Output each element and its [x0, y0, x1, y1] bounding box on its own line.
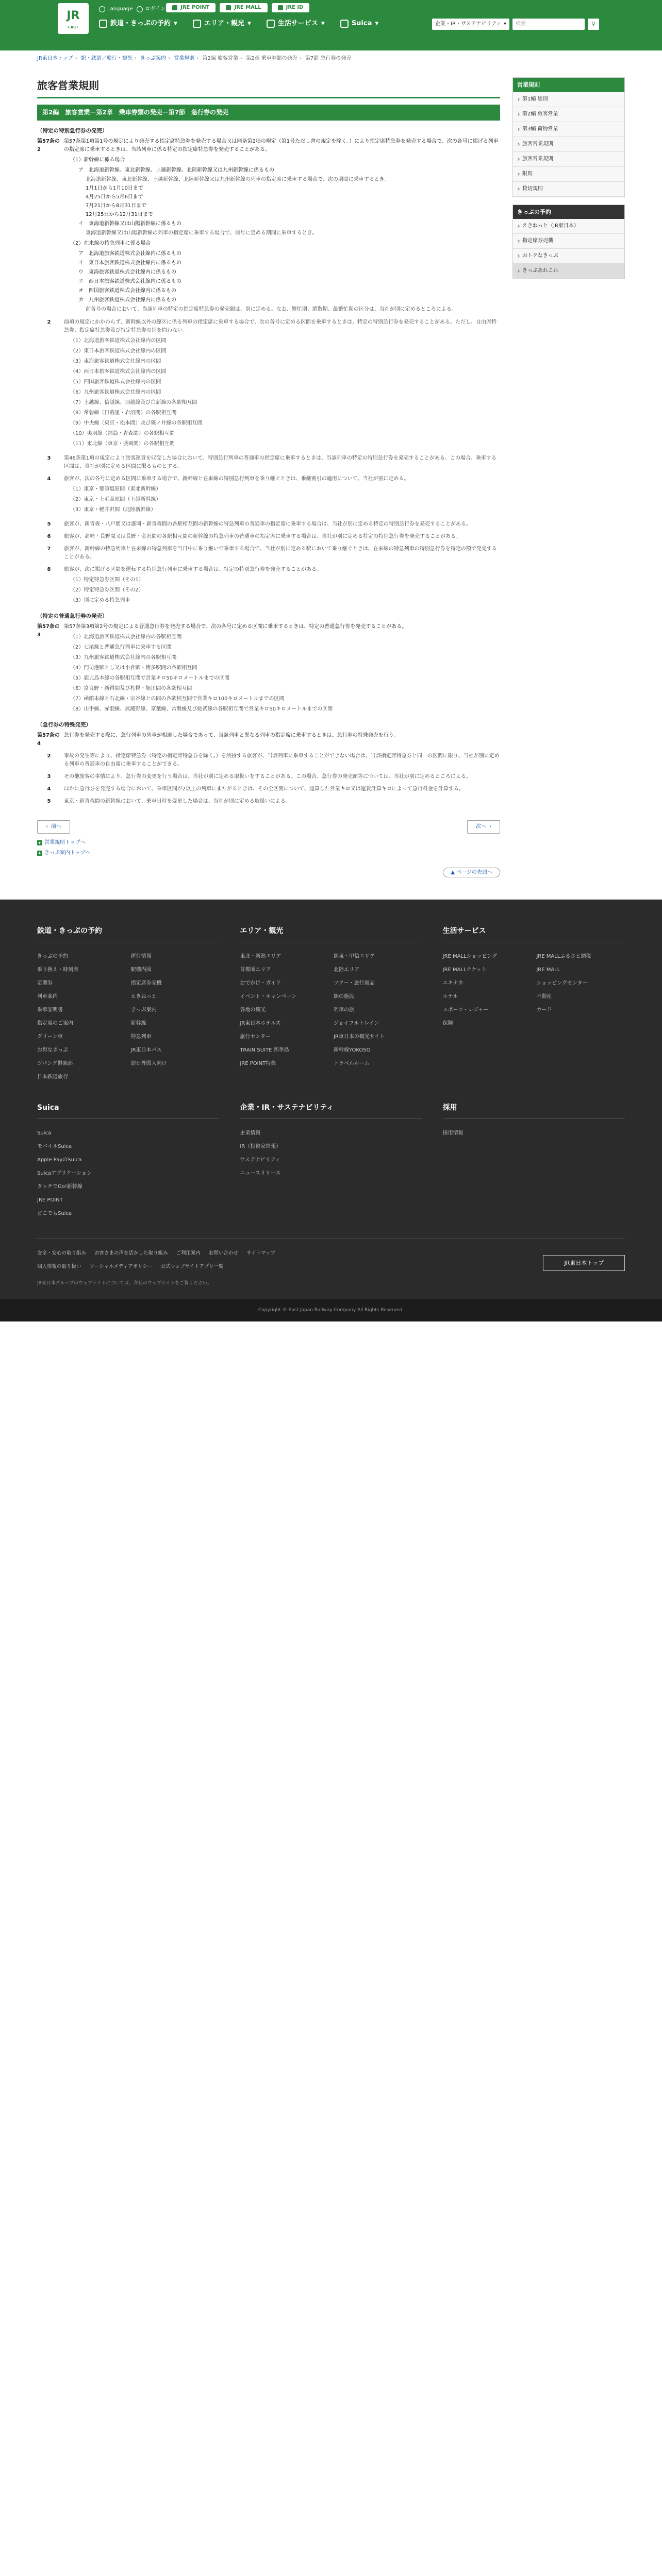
paragraph-text: その他旅客の事情により、急行券の変更を行う場合は、当社が別に定める取扱いをすることがある。この場合、急行券の発売額等については、当社が別に定めるところによる。 — [64, 773, 471, 779]
chevron-right-icon — [517, 143, 520, 146]
footer-column-title[interactable]: エリア・観光 — [240, 925, 422, 942]
clause-subitem: ア 北海道新幹線、東北新幹線、上越新幹線、北陸新幹線又は九州新幹線に係るもの — [78, 167, 274, 173]
paragraph-text: 旅客が、新幹線の特急列車と在来線の特急列車を当日中に乗り継いで乗車する場合で、当社が別に定める駅において乗り継ぐときは、在来線の特急列車の特別急行券を特定の額で発売することがある。 — [64, 546, 497, 560]
clause-subitem: カ 九州旅客鉄道株式会社線内に係るもの — [78, 297, 176, 303]
footer-link[interactable]: 首都圏エリア — [240, 967, 271, 973]
footer-link[interactable]: 新幹線YOKOSO — [333, 1047, 371, 1053]
sidebar-item[interactable] — [513, 249, 624, 264]
sidebar-item[interactable] — [513, 167, 624, 182]
utility-bar — [99, 5, 166, 13]
article-body — [64, 623, 500, 716]
chevron-down-icon: ▾ — [503, 21, 506, 27]
footer-link[interactable]: JRE POINT特典 — [240, 1060, 276, 1066]
jr-east-logo[interactable] — [58, 3, 89, 34]
footer-column-title[interactable]: 企業・IR・サステナビリティ — [240, 1102, 422, 1119]
article-body — [64, 138, 500, 314]
footer-link[interactable]: きっぷ案内 — [130, 1007, 157, 1013]
paragraph-number: 3 — [47, 455, 51, 461]
related-links — [37, 839, 500, 857]
paragraph — [37, 533, 500, 541]
footer-bottom-link[interactable]: お問い合わせ — [209, 1250, 239, 1257]
chevron-right-icon — [517, 173, 520, 176]
period-line: 4月25日から5月6日まで — [86, 194, 143, 200]
footer-link[interactable]: ホテル — [442, 993, 458, 999]
jre-point-icon — [172, 5, 177, 10]
footer-link[interactable]: 訪日外国人向け — [130, 1060, 167, 1066]
footer-bottom-link[interactable]: 個人情報の取り扱い — [37, 1263, 81, 1269]
language-label: Language — [107, 6, 133, 12]
paragraph-text: 東京・新青森間の新幹線において、乗車日時を変更した場合は、当社が別に定める取扱いによる。 — [64, 798, 291, 804]
footer-link[interactable]: おでかけ・ガイド — [240, 980, 281, 986]
clause-item: （1）北海道旅客鉄道株式会社線内の各駅相互間 — [70, 634, 182, 640]
footer-link[interactable]: ショッピングセンター — [536, 980, 588, 986]
footer-column — [240, 925, 422, 1081]
article — [37, 732, 500, 748]
search-button[interactable] — [588, 19, 599, 30]
main-nav — [99, 19, 378, 29]
paragraph — [37, 566, 500, 607]
footer-link[interactable]: 駅構内図 — [130, 967, 152, 973]
logo-sub: EAST — [68, 25, 78, 29]
site-footer — [0, 900, 662, 1321]
paragraph-text: ほかに急行券を発売する場合において、乗車区間が2以上の列車にまたがるときは、その全区間について、通算した営業キロ又は運賃計算キロによって急行料金を計算する。 — [64, 786, 464, 792]
page-top-label: ページの先頭へ — [456, 869, 492, 875]
footer-column-title[interactable]: 採用 — [443, 1102, 625, 1119]
sidebar-item-label: えきねっと（JR東日本） — [522, 223, 579, 229]
footer-link[interactable]: JRE MALLショッピング — [442, 953, 498, 959]
paragraph-text: 前項の規定にかかわらず、新幹線以外の線区に係る列車の指定席に乗車する場合で、次の各号に定める区間を乗車するときは、特定の特別急行券を発売することがある。ただし、自由席特急券、指定席特急券及び特定特急券の別を問わない。 （1）北海道旅客鉄道株式会社線内の区間 （2）東日本旅客鉄道株式会社線内の区間 （3）東海旅客鉄道株式会社線内の区間 （4）西日本旅客鉄道株式会社線内の区間 （5）四国旅客鉄道株式会社線内の区間 （6）九州旅客鉄道株式会社線内の区間 （7）上越線、信越線、羽越線及び白新線の各駅相互間 （8）常磐線（日暮里・岩沼間）の各駅相互間 （9）中央線（東京・松本間）及び篠ノ井線の各駅相互間 （10）奥羽線（福島・青森間）の各駅相互間 （11）東北線（東京・盛岡間）の各駅相互間 — [64, 319, 496, 447]
footer-column-title[interactable]: Suica — [37, 1102, 219, 1119]
clause-item: （2）七尾線と普通急行列車に乗車する区間 — [70, 644, 172, 650]
footer-link[interactable]: Suicaアプリケーション — [37, 1171, 92, 1177]
paragraph-text: 旅客が、次に掲げる区間を運転する特別急行列車に乗車する場合は、特定の特別急行券を発売することがある。 （1）特定特急券区間（その1） （2）特定特急券区間（その2） （3）別に定める特急列車 — [64, 566, 322, 603]
footer-links-row — [37, 1263, 625, 1270]
prev-label: 前へ — [51, 823, 61, 829]
jre-mall-icon — [226, 5, 231, 10]
sidebar — [512, 77, 625, 889]
nav-label: Suica — [351, 20, 372, 27]
main-content — [37, 77, 500, 889]
paragraph-number: 5 — [47, 521, 51, 527]
paragraph — [37, 798, 500, 806]
footer-link[interactable]: JR東日本パス — [130, 1047, 162, 1053]
section-banner: 第2編 旅客営業－第2章 乗車券類の発売－第7節 急行券の発売 — [37, 105, 500, 121]
footer-link[interactable]: イベント・キャンペーン — [240, 993, 297, 999]
breadcrumb-text: 第2編 旅客営業 — [202, 56, 238, 61]
clause-subitem: エ 西日本旅客鉄道株式会社線内に係るもの — [78, 278, 181, 284]
article-number: 第57条の4 — [37, 732, 60, 747]
footer-column — [37, 925, 219, 1081]
nav-label: エリア・観光 — [204, 20, 244, 27]
next-button[interactable] — [467, 820, 500, 834]
chevron-right-icon — [517, 158, 520, 161]
chevron-right-icon — [517, 113, 520, 116]
footer-column — [443, 925, 625, 1081]
sidebar-title: きっぷの予約 — [513, 205, 624, 219]
paragraph-number: 8 — [47, 566, 51, 572]
footer-link[interactable]: ジョイフルトレイン — [333, 1020, 379, 1026]
nav-area[interactable] — [193, 19, 251, 29]
train-icon — [99, 20, 107, 28]
footer-link[interactable]: JR東日本の観光サイト — [333, 1033, 385, 1040]
footer-link[interactable]: JRE MALLチケット — [442, 967, 487, 973]
search-placeholder: 検索 — [516, 21, 526, 27]
footer-columns-2 — [37, 1102, 625, 1218]
bag-icon — [267, 20, 275, 28]
paragraph-number: 2 — [47, 319, 51, 325]
breadcrumb-link[interactable]: 駅・鉄道／旅行・観光 — [80, 56, 133, 61]
footer-link[interactable]: 北陸エリア — [333, 967, 359, 973]
sidebar-item-label: きっぷあれこれ — [522, 268, 558, 274]
chevron-right-icon — [517, 188, 520, 191]
nav-life[interactable] — [267, 19, 325, 29]
site-header — [0, 0, 662, 50]
sidebar-item[interactable] — [513, 264, 624, 279]
footer-columns — [37, 925, 625, 1081]
footer-link[interactable]: ジパング倶楽部 — [37, 1060, 73, 1066]
chip-label: JRE MALL — [234, 5, 261, 10]
nav-label: 生活サービス — [277, 20, 318, 27]
page-top — [37, 868, 500, 877]
paragraph-text: 旅客が、高崎・長野間又は長野・金沢間の各駅相互間の新幹線の特急列車の普通車の指定席に乗車する場合は、当社が別に定める特定の特別急行券を発売することがある。 — [64, 533, 461, 539]
chevron-right-icon — [517, 225, 520, 228]
footer-link[interactable]: どこでもSuica — [37, 1211, 72, 1217]
clause-item: （8）山手線、赤羽線、武蔵野線、京葉線、常磐線及び総武線の各駅相互間で営業キロ50キロメートルまでの区間 — [70, 706, 333, 712]
chevron-down-icon: ▼ — [247, 21, 251, 27]
chevron-right-icon: › — [489, 823, 491, 829]
chevron-down-icon: ▼ — [375, 21, 379, 27]
sub-heading: （急行券の特殊発売） — [37, 721, 91, 728]
clause-subitem: ウ 東海旅客鉄道株式会社線内に係るもの — [78, 269, 176, 275]
clause-item: （7）函館本線と石北線・宗谷線との間の各駅相互間で営業キロ100キロメートルまでの区間 — [70, 696, 285, 702]
footer-link[interactable]: 日本鉄道旅行 — [37, 1074, 68, 1080]
chevron-right-icon — [517, 240, 520, 243]
footer-link[interactable]: 指定席のご案内 — [37, 1020, 73, 1026]
sidebar-item-label: 旅客営業規則 — [522, 156, 553, 162]
footer-link[interactable]: 旅行センター — [240, 1033, 271, 1040]
footer-bottom-link[interactable]: お客さまの声を活かした取り組み — [94, 1250, 168, 1257]
footer-bottom-link[interactable]: ご利用案内 — [176, 1250, 201, 1257]
breadcrumb-link[interactable]: きっぷ案内 — [140, 56, 166, 61]
footer-link[interactable]: IR（投資家情報） — [240, 1144, 282, 1150]
clause-detail: 東海道新幹線又は山陽新幹線の列車の指定席に乗車する場合で、前号に定める期間に乗車するとき。 — [86, 230, 318, 236]
breadcrumb-link[interactable]: JR東日本トップ — [37, 56, 73, 61]
service-chips — [166, 3, 309, 12]
search-icon: ⚲ — [591, 21, 596, 28]
paragraph — [37, 454, 500, 471]
sidebar-item-label: 旅客営業規則 — [522, 141, 553, 147]
article — [37, 138, 500, 314]
jre-id-icon — [278, 5, 283, 10]
footer-link[interactable]: 東北・新潟エリア — [240, 953, 282, 959]
paragraph-text: 旅客が、新青森・八戸間又は盛岡・新青森間の各駅相互間の新幹線の特急列車の普通車の指定席に乗車する場合は、当社が別に定める特定の特別急行券を発売することがある。 — [64, 521, 471, 527]
footer-link[interactable]: JR東日本ホテルズ — [240, 1020, 281, 1026]
footer-bottom-link[interactable]: ソーシャルメディアポリシー — [89, 1263, 153, 1269]
article-text: 急行券を発売する際に、急行列車の列車が相違した場合であって、当該列車と異なる列車の指定席に乗車するときは、急行券の特殊発売を行う。 — [64, 732, 399, 738]
map-icon — [193, 20, 201, 28]
breadcrumb-text: 第2章 乗車券類の発売 — [246, 56, 297, 61]
breadcrumb: JR東日本トップ › 駅・鉄道／旅行・観光 › きっぷ案内 › 営業規則 › 第2編 旅客営業 › 第2章 乗車券類の発売 › 第7節 急行券の発売 — [37, 56, 352, 61]
period-line: 7月21日から8月31日まで — [86, 202, 147, 209]
next-label: 次へ — [476, 823, 486, 829]
footer-link[interactable]: 駅の施設 — [333, 993, 354, 999]
footer-link[interactable]: JRE MALL — [536, 967, 560, 973]
footer-bottom — [37, 1239, 625, 1287]
footer-link[interactable]: 列車案内 — [37, 993, 58, 999]
paragraph-text: 旅客が、次の各号に定める区間に乗車する場合で、新幹線と在来線の特別急行列車を乗り継ぐときは、乗継割引の適用について、当社が別に定める。 （1）東京・那須塩原間（東北新幹線） （2）東京・上毛高原間（上越新幹線） （3）東京・軽井沢間（北陸新幹線） — [64, 476, 409, 513]
footer-link[interactable]: えきねっと — [130, 993, 157, 999]
paragraph — [37, 773, 500, 781]
footer-link[interactable]: 乗車証明書 — [37, 1007, 63, 1013]
paragraph — [37, 752, 500, 769]
page-layout — [37, 77, 625, 889]
page-top-button[interactable] — [443, 868, 500, 877]
paragraph — [37, 545, 500, 562]
nav-rail[interactable] — [99, 19, 177, 29]
paragraph-number: 2 — [47, 753, 51, 759]
paragraph-number: 4 — [47, 476, 51, 482]
jre-id-chip[interactable] — [272, 3, 310, 12]
footer-link[interactable]: 企業情報 — [240, 1130, 261, 1137]
login-label: ログイン — [145, 6, 166, 12]
nav-label: 鉄道・きっぷの予約 — [110, 20, 171, 27]
clause-item: （4）門司港駅とし又は小倉駅・博多駅間の各駅相互間 — [70, 665, 197, 671]
sub-heading: （特定の普通急行券の発売） — [37, 613, 108, 619]
period-line: 12月25日から12月31日まで — [86, 211, 153, 217]
related-label: きっぷ案内トップへ — [44, 850, 91, 856]
prev-button[interactable] — [37, 820, 70, 834]
sidebar-item-label: 指定席券売機 — [522, 238, 553, 244]
footer-link[interactable]: ニュースリリース — [240, 1171, 281, 1177]
paragraph-number: 4 — [47, 786, 51, 792]
chevron-right-icon — [517, 128, 520, 131]
footer-link[interactable]: サステナビリティ — [240, 1157, 280, 1163]
search-input[interactable] — [512, 19, 585, 30]
paragraph-number: 6 — [47, 533, 51, 539]
paragraph-text: 事故の発生等により、指定席特急券（特定の指定席特急券を除く。）を所持する旅客が、当該列車に乗車することができない場合は、当該指定席特急券と同一の区間に限り、当社が別に定める列車の普通車の自由席に乗車することができる。 — [64, 753, 500, 767]
sidebar-item-label: 第1編 総則 — [522, 96, 548, 102]
footer-link[interactable]: スポーツ・レジャー — [442, 1007, 489, 1013]
footer-link[interactable]: Apple PayのSuica — [37, 1157, 82, 1163]
clause-subitem: イ 東海道新幹線又は山陽新幹線に係るもの — [78, 221, 181, 227]
footer-link[interactable]: グリーン車 — [37, 1033, 63, 1040]
footer-column — [443, 1102, 625, 1218]
chip-label: JRE POINT — [180, 5, 210, 10]
sidebar-item[interactable] — [513, 219, 624, 234]
login-link[interactable] — [137, 5, 166, 13]
sidebar-item-label: 貸切規則 — [522, 185, 543, 192]
chevron-right-icon — [517, 98, 520, 101]
paragraph-number: 5 — [47, 798, 51, 804]
clause-item: （1）新幹線に係る場合 — [70, 157, 125, 163]
sidebar-item[interactable] — [513, 107, 624, 122]
chevron-right-icon — [517, 255, 520, 258]
footer-link[interactable]: お得なきっぷ — [37, 1047, 68, 1053]
footer-link[interactable]: Suica — [37, 1130, 52, 1137]
footer-link[interactable]: カード — [536, 1007, 552, 1013]
jre-mall-chip[interactable] — [220, 3, 267, 12]
paragraph — [37, 475, 500, 516]
paragraph-number: 3 — [47, 773, 51, 779]
article-number: 第57条の2 — [37, 138, 60, 152]
footer-link[interactable]: タッチでGo!新幹線 — [37, 1184, 82, 1190]
copyright: Copyright © East Japan Railway Company All Rights Reserved. — [0, 1299, 662, 1321]
footer-link[interactable]: 新幹線 — [130, 1020, 146, 1026]
chip-label: JRE ID — [286, 5, 304, 10]
clause-subitem: ア 北海道旅客鉄道株式会社線内に係るもの — [78, 250, 181, 257]
related-link[interactable] — [37, 849, 500, 857]
related-link[interactable] — [37, 839, 500, 847]
clause-item: （3）九州旅客鉄道株式会社線内の各駅相互間 — [70, 654, 177, 660]
footer-column — [240, 1102, 422, 1218]
group-top-button[interactable]: JR東日本トップ — [543, 1255, 625, 1272]
clause-item: （2）在来線の特急列車に係る場合 — [70, 240, 151, 246]
footer-link[interactable]: JRE POINT — [37, 1197, 63, 1204]
article — [37, 623, 500, 716]
footer-link[interactable]: きっぷの予約 — [37, 953, 68, 959]
paragraph — [37, 785, 500, 793]
jre-point-chip[interactable] — [166, 3, 216, 12]
sidebar-item-label: 附則 — [522, 171, 533, 177]
chevron-down-icon: ▼ — [174, 21, 177, 27]
arrow-right-icon — [37, 840, 42, 845]
footer-column-title[interactable]: 鉄道・きっぷの予約 — [37, 925, 219, 942]
page-title: 旅客営業規則 — [37, 77, 500, 98]
footer-link[interactable]: 採用情報 — [442, 1130, 464, 1137]
footer-link[interactable]: 乗り換え・時刻表 — [37, 967, 78, 973]
pager — [37, 820, 500, 834]
breadcrumb-link[interactable]: 営業規則 — [174, 56, 195, 61]
footer-column-title[interactable]: 生活サービス — [443, 925, 625, 942]
footer-column — [37, 1102, 219, 1218]
sidebar-item[interactable] — [513, 122, 624, 137]
footer-link[interactable]: 定期券 — [37, 980, 53, 986]
article-number: 第57条の3 — [37, 623, 60, 638]
user-icon — [137, 6, 143, 12]
clause-item: （5）鹿児島本線の各駅相互間で営業キロ50キロメートルまでの区間 — [70, 675, 230, 681]
chevron-up-icon: ▲ — [451, 869, 457, 875]
chevron-down-icon: ▼ — [321, 21, 325, 27]
sidebar-box-ticket — [512, 205, 625, 280]
sub-heading: （特定の特別急行券の発売） — [37, 128, 108, 134]
paragraph-number: 7 — [47, 546, 51, 552]
globe-icon — [99, 6, 105, 12]
breadcrumb-current: 第7節 急行券の発売 — [305, 56, 352, 61]
footer-link[interactable]: 各地の観光 — [240, 1007, 266, 1013]
footer-bottom-link[interactable]: 安全・安心の取り組み — [37, 1250, 87, 1257]
footer-link[interactable]: 指定席券売機 — [130, 980, 162, 986]
footer-link[interactable]: 運行情報 — [130, 953, 152, 959]
arrow-right-icon — [37, 851, 42, 856]
footer-link[interactable]: 保険 — [442, 1020, 453, 1026]
footer-links-row — [37, 1249, 625, 1257]
logo-text: JR — [67, 9, 80, 22]
footer-bottom-link[interactable]: 公式ウェブサイトアプリ一覧 — [160, 1263, 224, 1269]
sidebar-item[interactable] — [513, 234, 624, 249]
footer-link[interactable]: TRAIN SUITE 四季島 — [240, 1047, 289, 1053]
footer-note: JR東日本グループのウェブサイトについては、各社のウェブサイトをご覧ください。 — [37, 1280, 212, 1286]
search-scope-select[interactable] — [432, 19, 509, 30]
clause-detail: 前各号の場合において、当該列車の特定の指定席特急券の発売額は、別に定める。なお、繁忙期、閑散期、最繁忙期の区分は、当社が別に定めるところによる。 — [86, 306, 457, 312]
sidebar-box-rules — [512, 77, 625, 197]
footer-bottom-link[interactable]: サイトマップ — [246, 1250, 276, 1257]
footer-link[interactable]: ツアー・旅行商品 — [333, 980, 375, 986]
clause-subitem: オ 四国旅客鉄道株式会社線内に係るもの — [78, 287, 176, 294]
article-text: 第57条第3項第2号の規定による普通急行券を発売する場合で、次の各号に定める区間に乗車するときは、特定の普通急行券を発売することがある。 — [64, 623, 407, 630]
sidebar-item[interactable] — [513, 92, 624, 107]
clause-subitem: イ 東日本旅客鉄道株式会社線内に係るもの — [78, 260, 181, 266]
paragraph-text: 第46条第1項の規定により旅客運賃を収受した場合において、特別急行列車の普通車の指定席に乗車するときは、当該列車の特定の特別急行券を発売することがある。この場合、乗車する区間は、当社が別に定める区間に限るものとする。 — [64, 455, 496, 469]
footer-link[interactable]: トラベルルーム — [333, 1060, 370, 1066]
sidebar-item[interactable] — [513, 137, 624, 152]
related-label: 営業規則トップへ — [44, 839, 86, 845]
footer-link[interactable]: 特急列車 — [130, 1033, 152, 1040]
footer-link[interactable]: エキナカ — [442, 980, 464, 986]
search-scope-label: 企業・IR・サステナビリティ — [435, 21, 502, 27]
footer-link[interactable]: 不動産 — [536, 993, 552, 999]
sidebar-title: 営業規則 — [513, 78, 624, 92]
paragraph — [37, 520, 500, 529]
clause-item: （6）富良野・新得間及び札幌・旭川間の各駅相互間 — [70, 685, 192, 691]
chevron-right-icon — [517, 269, 520, 273]
language-link[interactable] — [99, 5, 133, 13]
sidebar-item-label: おトクなきっぷ — [522, 253, 558, 259]
article-text: 第57条第1項第1号の規定により発売する指定席特急券を発売する場合又は同条第2項の規定（第1号ただし書の規定を除く。）により指定席特急券を発売する場合で、次の各号に掲げる列車の指定席に乗車するときは、当該列車に係る特定の指定席特急券を発売することがある。 — [64, 138, 499, 152]
card-icon — [340, 20, 349, 28]
period-line: 1月1日から1月10日まで — [86, 185, 143, 191]
paragraph — [37, 318, 500, 450]
clause-detail: 北海道新幹線、東北新幹線、上越新幹線、北陸新幹線又は九州新幹線の列車の指定席に乗車する場合で、次の期間に乗車するとき。 — [86, 176, 390, 182]
sidebar-item[interactable] — [513, 152, 624, 167]
nav-suica[interactable] — [340, 19, 378, 29]
footer-link[interactable]: モバイルSuica — [37, 1144, 72, 1150]
sidebar-item-label: 第2編 旅客営業 — [522, 111, 558, 117]
footer-link[interactable]: 関東・甲信エリア — [333, 953, 375, 959]
article-body — [64, 732, 500, 748]
footer-link[interactable]: JRE MALLふるさと納税 — [536, 953, 591, 959]
footer-link[interactable]: 列車の旅 — [333, 1007, 354, 1013]
sidebar-item[interactable] — [513, 182, 624, 197]
search-area — [432, 19, 599, 30]
sidebar-item-label: 第3編 荷物営業 — [522, 126, 558, 132]
chevron-left-icon: ‹ — [46, 823, 48, 829]
